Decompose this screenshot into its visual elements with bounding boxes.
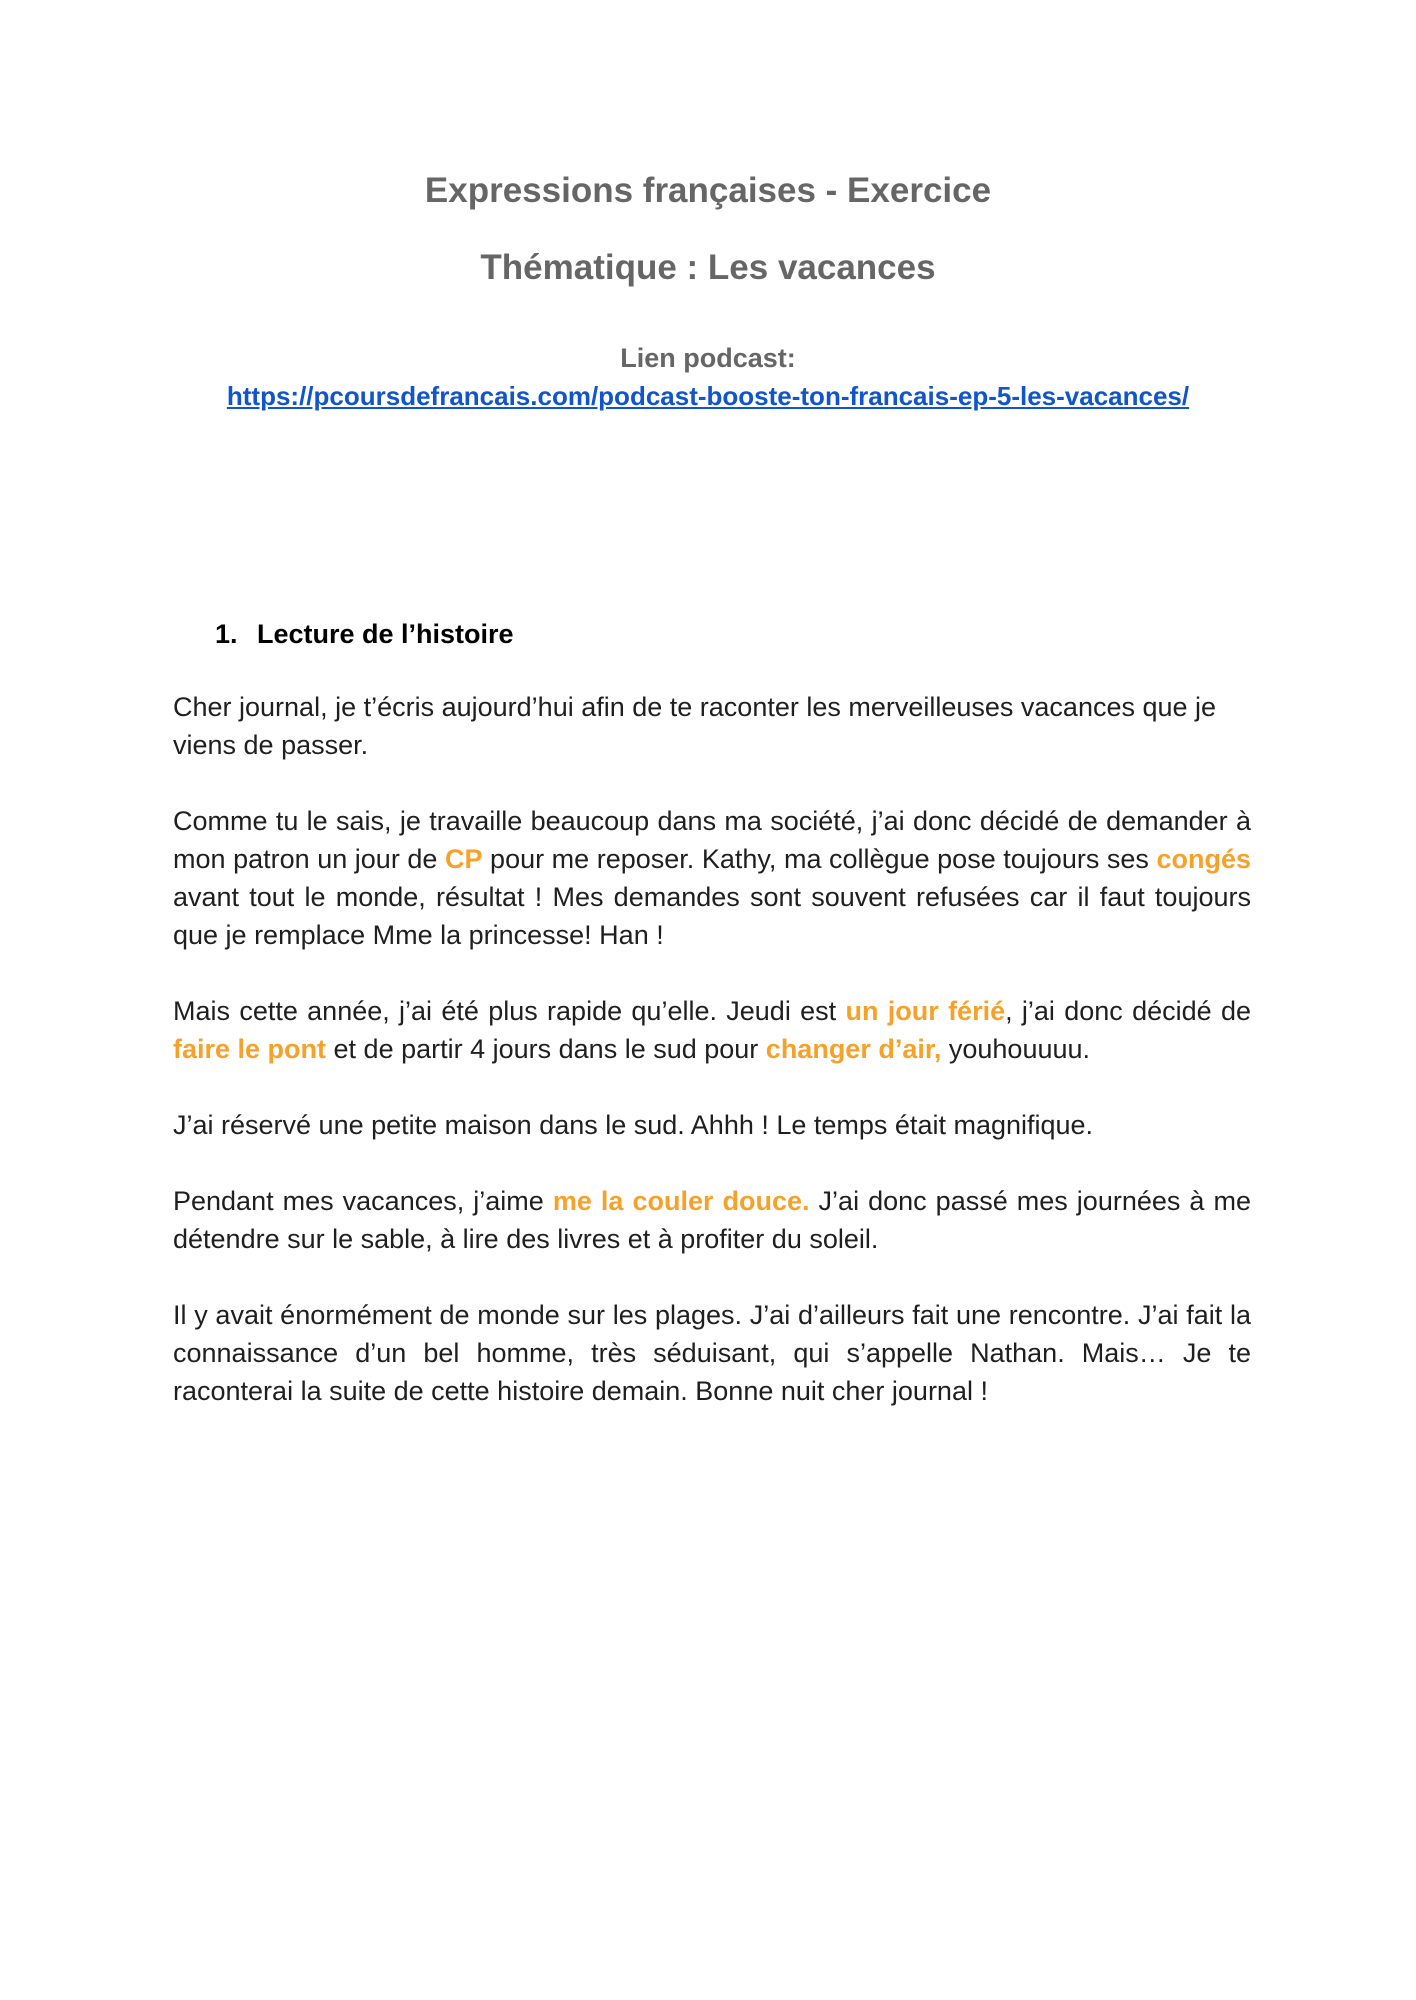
text-span: et de partir 4 jours dans le sud pour bbox=[326, 1034, 766, 1064]
section-title: Lecture de l’histoire bbox=[257, 619, 514, 649]
story-text bbox=[173, 688, 1251, 1448]
text-span: avant tout le monde, résultat ! Mes demandes sont souvent refusées car il faut toujours que je remplace Mme la princesse! Han ! bbox=[173, 882, 1251, 950]
text-span: J’ai réservé une petite maison dans le sud. Ahhh ! Le temps était magnifique. bbox=[173, 1110, 1094, 1140]
expression-highlight: CP bbox=[444, 844, 483, 874]
text-span: pour me reposer. Kathy, ma collègue pose toujours ses bbox=[482, 844, 1157, 874]
expression-highlight: me la couler douce. bbox=[552, 1186, 810, 1216]
text-span: J’ai donc passé mes journées à me détendre sur le sable, à lire des livres et à profiter du soleil. bbox=[173, 1186, 1251, 1254]
expression-highlight: faire le pont bbox=[173, 1034, 327, 1064]
text-span: youhouuuu. bbox=[941, 1034, 1091, 1064]
text-span: Pendant mes vacances, j’aime bbox=[173, 1186, 553, 1216]
paragraph-1 bbox=[173, 688, 1251, 764]
paragraph-3 bbox=[173, 992, 1251, 1068]
paragraph-2 bbox=[173, 802, 1251, 954]
section-heading bbox=[215, 617, 514, 651]
text-span: , j’ai donc décidé de bbox=[1005, 996, 1251, 1026]
section-number: 1. bbox=[215, 619, 238, 649]
podcast-label: Lien podcast: bbox=[620, 343, 796, 373]
paragraph-6 bbox=[173, 1296, 1251, 1410]
text-span: Comme tu le sais, je travaille beaucoup dans ma société, j’ai donc décidé de demander à mon patron un jour de bbox=[173, 806, 1251, 874]
text-span: Il y avait énormément de monde sur les plages. J’ai d’ailleurs fait une rencontre. J’ai fait la connaissance d’un bel homme, très séduisant, qui s’appelle Nathan. Mais… Je te raconterai la suite de cette histoire demain. Bonne nuit cher journal ! bbox=[173, 1300, 1251, 1406]
podcast-link[interactable]: https://pcoursdefrancais.com/podcast-booste-ton-francais-ep-5-les-vacances/ bbox=[226, 381, 1190, 411]
document-title: Expressions françaises - Exercice bbox=[424, 171, 992, 210]
expression-highlight: changer d’air, bbox=[765, 1034, 942, 1064]
document-subtitle: Thématique : Les vacances bbox=[480, 248, 936, 287]
text-span: Mais cette année, j’ai été plus rapide qu’elle. Jeudi est bbox=[173, 996, 846, 1026]
text-span: Cher journal, je t’écris aujourd’hui afin de te raconter les merveilleuses vacances que je viens de passer. bbox=[173, 692, 1217, 760]
paragraph-4 bbox=[173, 1106, 1251, 1144]
paragraph-5 bbox=[173, 1182, 1251, 1258]
expression-highlight: congés bbox=[1156, 844, 1251, 874]
expression-highlight: un jour férié bbox=[845, 996, 1006, 1026]
